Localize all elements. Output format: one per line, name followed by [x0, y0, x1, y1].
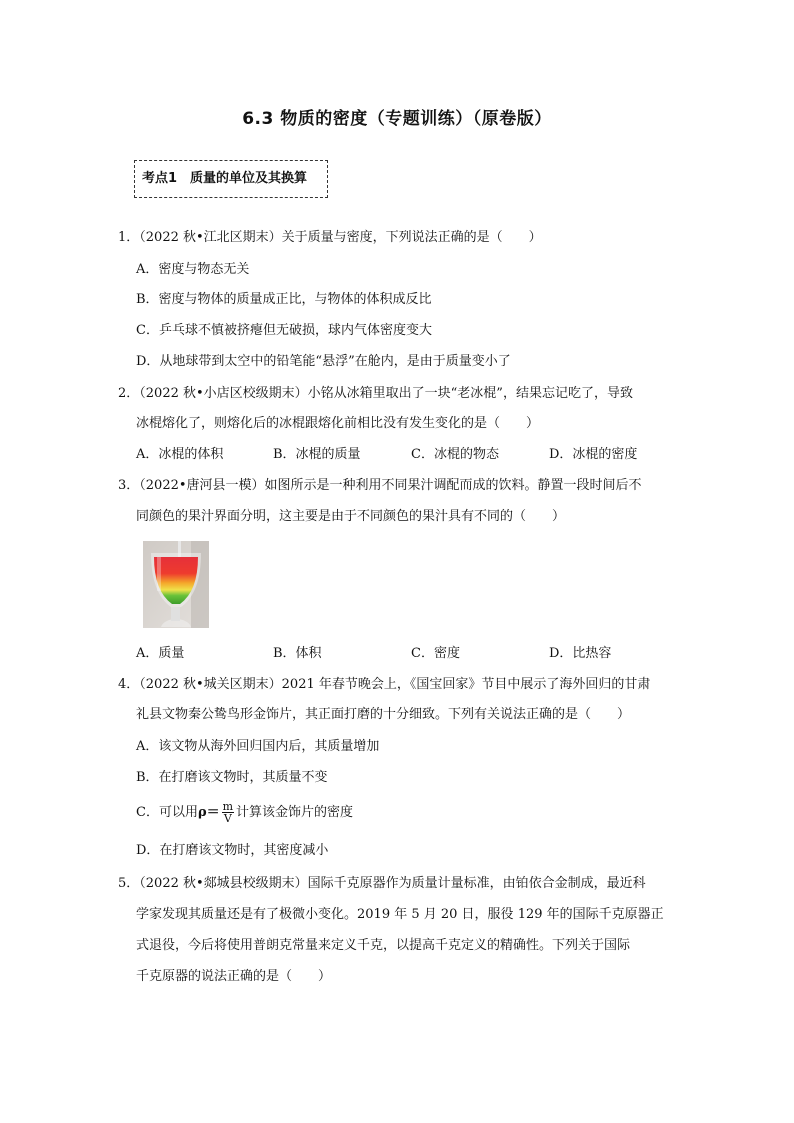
question-2-stem-line-2: 冰棍熔化了，则熔化后的冰棍跟熔化前相比没有发生变化的是（ ）: [136, 416, 540, 431]
question-4-option-c: [136, 800, 353, 826]
question-2-option-d: D．冰棍的密度: [549, 447, 638, 462]
question-3-option-c: C．密度: [411, 646, 460, 661]
question-1-option-a: A．密度与物态无关: [136, 262, 250, 277]
fraction-numerator: m: [222, 800, 234, 813]
density-formula-lhs: ρ＝: [197, 805, 220, 820]
question-4-option-d: D．在打磨该文物时，其密度减小: [136, 843, 329, 858]
question-4-stem-line-2: 礼县文物秦公鸷鸟形金饰片，其正面打磨的十分细致。下列有关说法正确的是（ ）: [136, 707, 631, 722]
question-4-option-c-suffix: 计算该金饰片的密度: [236, 805, 354, 820]
question-3-stem-line-2: 同颜色的果汁界面分明，这主要是由于不同颜色的果汁具有不同的（ ）: [136, 509, 566, 524]
question-1-option-c: C．乒乓球不慎被挤瘪但无破损，球内气体密度变大: [136, 323, 432, 338]
question-3-option-d: D．比热容: [549, 646, 612, 661]
question-2-option-b: B．冰棍的质量: [273, 447, 361, 462]
question-1-option-d: D．从地球带到太空中的铅笔能“悬浮”在舱内，是由于质量变小了: [136, 354, 511, 369]
question-5-stem-line-3: 式退役，今后将使用普朗克常量来定义千克，以提高千克定义的精确性。下列关于国际: [136, 938, 631, 953]
question-4-option-c-prefix: C．可以用: [136, 805, 198, 820]
question-2-option-c: C．冰棍的物态: [411, 447, 499, 462]
question-4-option-a: A．该文物从海外回归国内后，其质量增加: [136, 739, 380, 754]
question-3-option-b: B．体积: [273, 646, 322, 661]
question-4-option-b: B．在打磨该文物时，其质量不变: [136, 770, 328, 785]
question-3-stem-line-1: 3．（2022•唐河县一模）如图所示是一种利用不同果汁调配而成的饮料。静置一段时间后不: [118, 478, 642, 493]
question-2-stem-line-1: 2．（2022 秋•小店区校级期末）小铭从冰箱里取出了一块“老冰棍”，结果忘记吃了，导致: [118, 386, 633, 401]
fraction-denominator: V: [223, 812, 232, 825]
question-4-stem-line-1: 4．（2022 秋•城关区期末）2021 年春节晚会上，《国宝回家》节目中展示了海外回归的甘肃: [118, 677, 651, 692]
question-1-stem: 1．（2022 秋•江北区期末）关于质量与密度，下列说法正确的是（ ）: [118, 230, 542, 245]
question-3-option-a: A．质量: [136, 646, 185, 661]
question-5-stem-line-1: 5．（2022 秋•郯城县校级期末）国际千克原器作为质量计量标准，由铂依合金制成，最近科: [118, 876, 646, 891]
question-5-stem-line-2: 学家发现其质量还是有了极微小变化。2019 年 5 月 20 日，服役 129 年的国际千克原器正: [136, 907, 664, 922]
question-2-option-a: A．冰棍的体积: [136, 447, 224, 462]
layered-juice-drink-image: [143, 541, 209, 628]
section-heading-box: 考点1 质量的单位及其换算: [134, 160, 328, 198]
question-5-stem-line-4: 千克原器的说法正确的是（ ）: [136, 969, 332, 984]
question-1-option-b: B．密度与物体的质量成正比，与物体的体积成反比: [136, 292, 432, 307]
density-formula-fraction: [222, 801, 234, 824]
page-title: 6.3 物质的密度（专题训练）（原卷版）: [242, 109, 552, 129]
